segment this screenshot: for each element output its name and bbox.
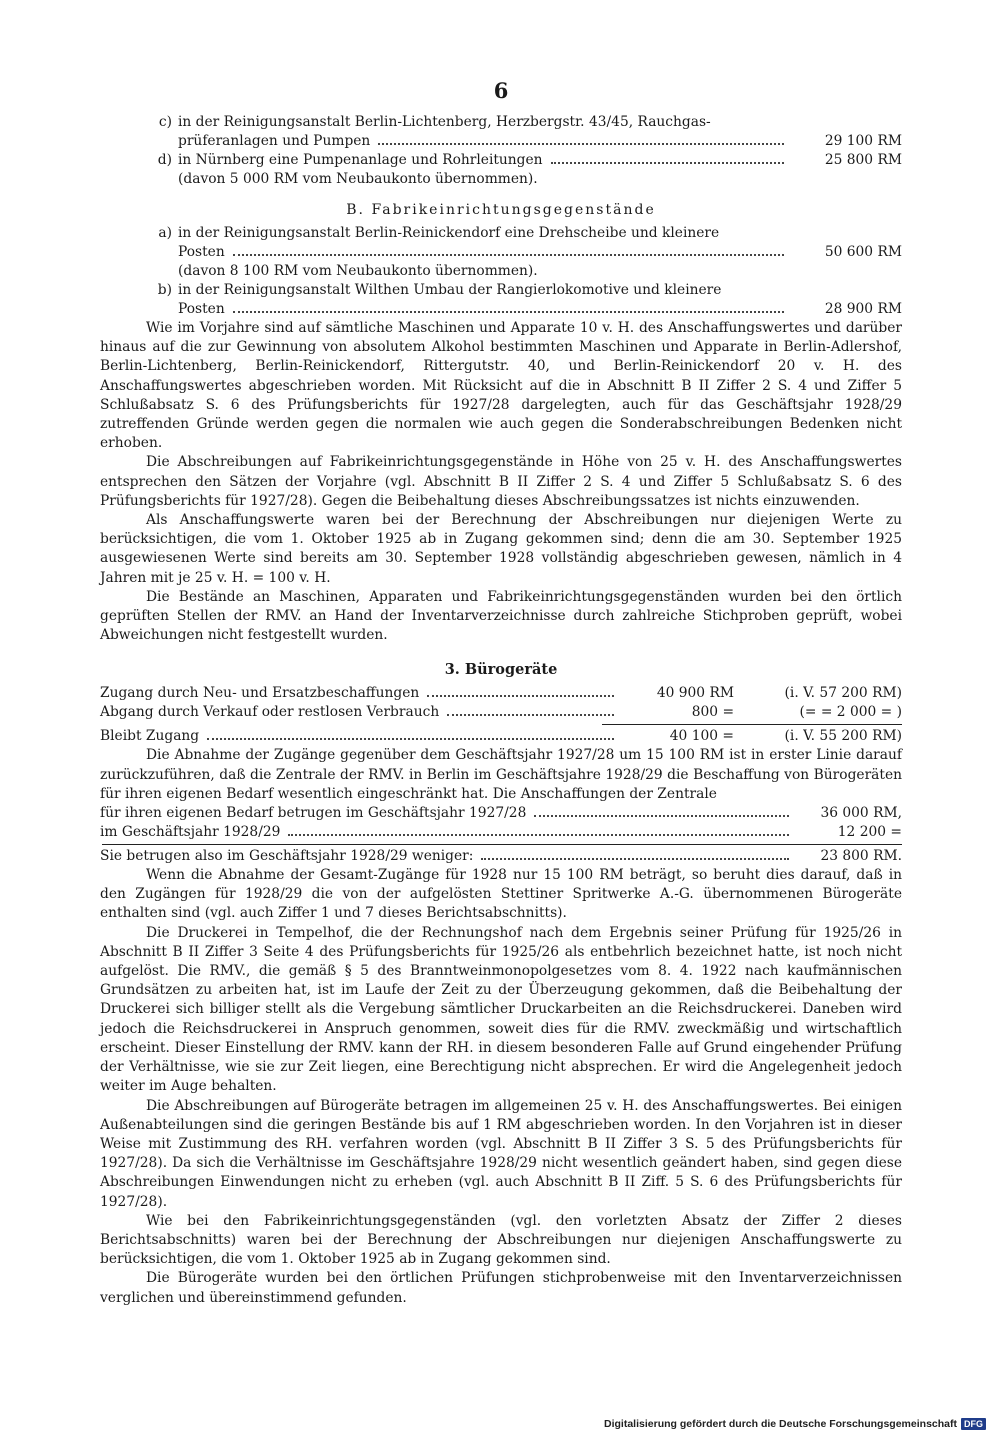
dot-leader (233, 310, 784, 313)
comparison-row (100, 804, 902, 823)
dot-leader (427, 694, 614, 697)
comparison-amount: 23 800 RM. (820, 848, 902, 865)
dot-leader (233, 253, 784, 256)
comparison-label: Sie betrugen also im Geschäftsjahr 1928/29 weniger: (100, 848, 474, 865)
item-text: Posten (178, 244, 225, 260)
dot-leader (551, 161, 784, 164)
comparison-amount: 12 200 = (837, 824, 902, 841)
sum-rule-row (100, 844, 902, 845)
paragraph: Wie bei den Fabrikeinrichtungsgegenständen (vgl. den vorletzten Absatz der Ziffer 2 dieses Berichtsabschnitts) waren bei der Berechnung der Abschreibungen nur diejenigen Anschaffungswerte zu berücksichtigen, die vom 1. Oktober 1925 ab in Zugang gekommen sind. (100, 1212, 902, 1268)
list-item (100, 113, 902, 151)
balance-amount: 40 100 = (669, 728, 734, 745)
comparison-label: für ihren eigenen Bedarf betrugen im Geschäftsjahr 1927/28 (100, 805, 527, 822)
dfg-logo-icon: DFG (961, 1418, 986, 1430)
paragraph: Die Abnahme der Zugänge gegenüber dem Geschäftsjahr 1927/28 um 15 100 RM ist in erster Linie darauf zurückzuführen, daß die Zentrale der RMV. in Berlin im Geschäftsjahre 1928/29 die Beschaffung von Bürogeräten für ihren eigenen Bedarf wesentlich eingeschränkt hat. Die Anschaffungen der Zentrale (100, 747, 902, 802)
item-amount: 50 600 RM (824, 244, 902, 260)
comparison-result-row (100, 847, 902, 866)
paragraph: Wie im Vorjahre sind auf sämtliche Maschinen und Apparate 10 v. H. des Anschaffungswertes und darüber hinaus auf die zur Gewinnung von absolutem Alkohol bestimmten Maschinen und Apparate in Berlin-Adlershof, Berlin-Lichtenberg, Berlin-Reinickendorf, Rittergutstr. 40, und Berlin-Reinickendorf 20 v. H. des Anschaffungswertes abgeschrieben worden. Mit Rücksicht auf die in Abschnitt B II Ziffer 2 S. 4 und Ziffer 5 Schlußabsatz S. 6 des Prüfungsberichts für 1927/28 dargelegten, auch für das Geschäftsjahr 1928/29 zutreffenden Gründe werden gegen die normalen wie auch gegen die Sonderabschreibungen Bedenken nicht erhoben. (100, 320, 902, 452)
item-label: d) (157, 152, 172, 168)
balance-row (100, 684, 902, 703)
item-amount: 25 800 RM (824, 152, 902, 168)
balance-label: Abgang durch Verkauf oder restlosen Verbrauch (100, 704, 440, 721)
sum-rule (102, 844, 902, 845)
dot-leader (481, 857, 789, 860)
dot-leader (378, 142, 784, 145)
dot-leader (288, 833, 789, 836)
list-item (100, 224, 902, 281)
paragraph: Als Anschaffungswerte waren bei der Berechnung der Abschreibungen nur diejenigen Werte zu berücksichtigen, die vom 1. Oktober 1925 ab in Zugang gekommen sind; denn die am 30. September 1925 ausgewiesenen Werte sind bereits am 30. September 1928 vollständig abgeschrieben gewesen, nämlich in 4 Jahren mit je 25 v. H. = 100 v. H. (100, 512, 902, 586)
balance-row (100, 727, 902, 746)
item-amount: 29 100 RM (824, 133, 902, 149)
section-title: B. Fabrikeinrichtungsgegenstände (346, 202, 656, 218)
dot-leader (207, 737, 614, 740)
balance-previous-year: (= = 2 000 = ) (799, 704, 902, 721)
item-amount: 28 900 RM (824, 301, 902, 317)
paragraph: Wenn die Abnahme der Gesamt-Zugänge für 1928 nur 15 100 RM beträgt, so beruht dies darauf, daß in den Zugängen für 1928/29 die von der aufgelösten Stettiner Spritwerke A.-G. übernommenen Bürogeräte enthalten sind (vgl. auch Ziffer 1 und 7 dieses Berichtsabschnitts). (100, 867, 902, 922)
sum-rule (602, 724, 902, 725)
dot-leader (534, 814, 789, 817)
item-text: in der Reinigungsanstalt Berlin-Lichtenberg, Herzbergstr. 43/45, Rauchgas- (178, 114, 711, 130)
footer-credit (604, 1418, 986, 1430)
document-page (100, 78, 902, 1308)
item-text: Posten (178, 301, 225, 317)
item-label: a) (158, 225, 172, 241)
page-number: 6 (493, 78, 509, 103)
comparison-row (100, 823, 902, 842)
item-text: prüferanlagen und Pumpen (178, 133, 371, 149)
paragraph: Die Abschreibungen auf Bürogeräte betragen im allgemeinen 25 v. H. des Anschaffungswertes. Bei einigen Außenabteilungen sind die geringen Bestände bis auf 1 RM abgeschrieben worden. In den Vorjahren ist in dieser Weise mit Zustimmung des RH. verfahren worden (vgl. Abschnitt B II Ziffer 3 S. 5 des Prüfungsberichts für 1927/28). Da sich die Verhältnisse im Geschäftsjahre 1928/29 nicht wesentlich geändert haben, sind gegen diese Abschreibungen Einwendungen nicht zu erheben (vgl. auch Abschnitt B II Ziff. 5 S. 6 des Prüfungsberichts für 1927/28). (100, 1097, 902, 1210)
comparison-label: im Geschäftsjahr 1928/29 (100, 824, 281, 841)
item-label: b) (157, 282, 172, 298)
item-note: (davon 8 100 RM vom Neubaukonto übernommen). (178, 263, 538, 279)
item-note: (davon 5 000 RM vom Neubaukonto übernommen). (178, 171, 538, 187)
paragraph: Die Druckerei in Tempelhof, die der Rechnungshof nach dem Ergebnis seiner Prüfung für 1925/26 in Abschnitt B II Ziffer 3 Seite 4 des Prüfungsberichts für 1925/26 als entbehrlich bezeichnet hatte, ist noch nicht aufgelöst. Die RMV., die gemäß § 5 des Branntweinmonopolgesetzes vom 8. 4. 1922 nach kaufmännischen Grundsätzen zu arbeiten hat, ist im Laufe der Zeit zu der Überzeugung gekommen, daß die Beibehaltung der Druckerei sich billiger stellt als die Vergebung sämtlicher Druckarbeiten an die Reichsdruckerei. Daneben wird jedoch die Reichsdruckerei in Anspruch genommen, soweit dies für die RMV. zweckmäßig und wirtschaftlich erscheint. Dieser Einstellung der RMV. kann der RH. in diesem besonderen Falle auf Grund eingehender Prüfung der Verhältnisse, wie sie zur Zeit liegen, eine Berechtigung nicht absprechen. Er wird die Angelegenheit jedoch weiter im Auge behalten. (100, 924, 902, 1095)
item-label: c) (158, 114, 172, 130)
balance-label: Bleibt Zugang (100, 728, 200, 745)
list-item (100, 151, 902, 189)
paragraph: Die Bürogeräte wurden bei den örtlichen Prüfungen stichprobenweise mit den Inventarverzeichnissen verglichen und übereinstimmend gefunden. (100, 1270, 902, 1306)
paragraph: Die Bestände an Maschinen, Apparaten und Fabrikeinrichtungsgegenständen wurden bei den örtlich geprüften Stellen der RMV. an Hand der Inventarverzeichnisse durch zahlreiche Stichproben geprüft, wobei Abweichungen nicht festgestellt wurden. (100, 588, 902, 644)
dot-leader (447, 713, 614, 716)
item-text: in der Reinigungsanstalt Wilthen Umbau der Rangierlokomotive und kleinere (178, 282, 722, 298)
item-text: in Nürnberg eine Pumpenanlage und Rohrleitungen (178, 152, 543, 168)
balance-amount: 40 900 RM (656, 685, 734, 702)
balance-row (100, 703, 902, 722)
balance-amount: 800 = (691, 704, 734, 721)
balance-label: Zugang durch Neu- und Ersatzbeschaffungen (100, 685, 420, 702)
section-heading: 3. Bürogeräte (444, 661, 558, 679)
comparison-amount: 36 000 RM, (820, 805, 902, 822)
sum-rule-row (100, 724, 902, 725)
footer-text: Digitalisierung gefördert durch die Deutsche Forschungsgemeinschaft (604, 1418, 957, 1430)
balance-previous-year: (i. V. 55 200 RM) (784, 728, 902, 745)
balance-previous-year: (i. V. 57 200 RM) (784, 685, 902, 702)
item-text: in der Reinigungsanstalt Berlin-Reinickendorf eine Drehscheibe und kleinere (178, 225, 720, 241)
paragraph: Die Abschreibungen auf Fabrikeinrichtungsgegenstände in Höhe von 25 v. H. des Anschaffungswertes entsprechen den Sätzen der Vorjahre (vgl. Abschnitt B II Ziffer 2 S. 4 und Ziffer 5 Schlußabsatz S. 6 des Prüfungsberichts für 1927/28). Gegen die Beibehaltung dieses Abschreibungssatzes ist nichts einzuwenden. (100, 454, 902, 509)
list-item (100, 281, 902, 319)
